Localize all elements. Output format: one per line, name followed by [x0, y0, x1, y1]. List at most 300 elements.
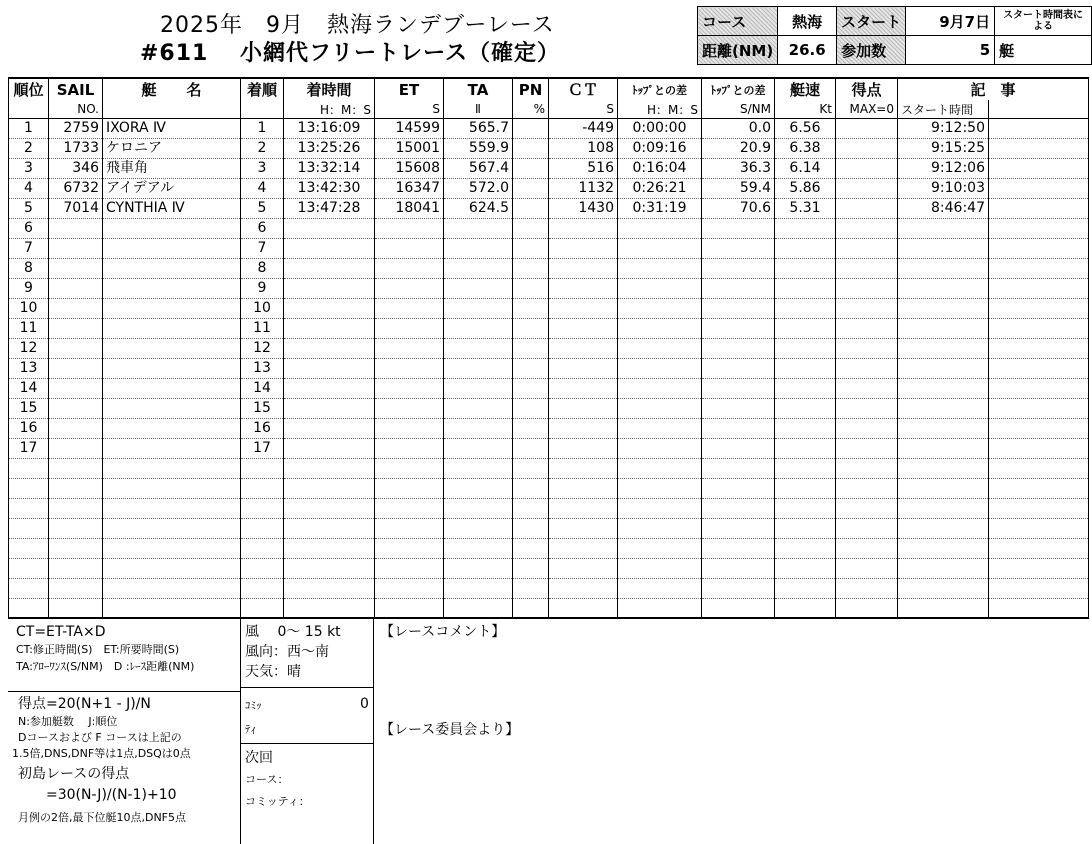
cell-extra: [989, 419, 1089, 439]
race-info-table: [697, 6, 1092, 65]
cell-speed: [775, 359, 836, 379]
cell-pn: [513, 539, 549, 559]
cell-et: [375, 479, 444, 499]
cell-diff-time: [618, 339, 702, 359]
cell-finish-order: 8: [241, 259, 284, 279]
cell-ct: [549, 339, 618, 359]
cell-ct: [549, 599, 618, 619]
cell-score: [836, 259, 898, 279]
cell-rank: [9, 459, 49, 479]
cell-sail-no: [49, 459, 103, 479]
col-sub-speed: Kt: [775, 100, 836, 119]
cell-boat-name: [103, 239, 241, 259]
cell-start-time: [898, 499, 989, 519]
col-header-score: 得点: [836, 78, 898, 100]
hatsushima-title: 初島レースの得点: [18, 766, 130, 782]
cell-boat-name: [103, 359, 241, 379]
cell-boat-name: アイデアル: [103, 179, 241, 199]
cell-score: [836, 499, 898, 519]
cell-sail-no: [49, 579, 103, 599]
cell-pn: [513, 519, 549, 539]
cell-extra: [989, 479, 1089, 499]
report-title-line2: #611 小網代フリートレース（確定）: [140, 41, 561, 66]
cell-diff-snm: [702, 319, 775, 339]
cell-pn: [513, 299, 549, 319]
cell-ct: [549, 259, 618, 279]
cell-start-time: [898, 459, 989, 479]
cell-rank: 17: [9, 439, 49, 459]
cell-score: [836, 299, 898, 319]
cell-start-time: 9:15:25: [898, 139, 989, 159]
cell-speed: [775, 459, 836, 479]
cell-diff-time: 0:31:19: [618, 199, 702, 219]
cell-start-time: [898, 539, 989, 559]
col-sub-start-time: スタート時間: [898, 100, 989, 119]
cell-start-time: [898, 439, 989, 459]
cell-score: [836, 399, 898, 419]
cell-ct: [549, 279, 618, 299]
cell-et: [375, 599, 444, 619]
cell-speed: 6.14: [775, 159, 836, 179]
cell-ct: [549, 579, 618, 599]
cell-finish-order: 10: [241, 299, 284, 319]
cell-score: [836, 579, 898, 599]
cell-pn: [513, 219, 549, 239]
subheader-row: [9, 100, 1089, 119]
results-body: [9, 119, 1089, 619]
cell-start-time: [898, 339, 989, 359]
cell-score: [836, 339, 898, 359]
cell-et: [375, 219, 444, 239]
cell-finish-order: [241, 479, 284, 499]
cell-ta: [444, 259, 513, 279]
cell-et: [375, 579, 444, 599]
cell-start-time: [898, 239, 989, 259]
cell-extra: [989, 259, 1089, 279]
cell-ta: 559.9: [444, 139, 513, 159]
cell-et: [375, 399, 444, 419]
cell-ta: [444, 279, 513, 299]
cell-start-time: 9:12:50: [898, 119, 989, 139]
cell-ta: [444, 379, 513, 399]
cell-ta: 567.4: [444, 159, 513, 179]
cell-finish-order: 12: [241, 339, 284, 359]
cell-rank: 7: [9, 239, 49, 259]
cell-ta: [444, 399, 513, 419]
col-sub-extra: [989, 100, 1089, 119]
cell-et: [375, 499, 444, 519]
committee-label-2: ﾃｨ: [245, 723, 256, 736]
cell-diff-snm: 70.6: [702, 199, 775, 219]
wind-direction: 風向：西～南: [245, 644, 329, 660]
cell-boat-name: [103, 519, 241, 539]
cell-pn: [513, 499, 549, 519]
cell-score: [836, 359, 898, 379]
cell-diff-time: 0:00:00: [618, 119, 702, 139]
cell-start-time: [898, 259, 989, 279]
cell-score: [836, 219, 898, 239]
cell-et: [375, 559, 444, 579]
table-row: [9, 259, 1089, 279]
cell-score: [836, 539, 898, 559]
col-header-ct: ＣＴ: [549, 78, 618, 100]
cell-finish-time: 13:25:26: [284, 139, 375, 159]
cell-finish-order: 7: [241, 239, 284, 259]
participants-unit: 艇: [995, 36, 1092, 65]
cell-ta: [444, 559, 513, 579]
cell-rank: [9, 539, 49, 559]
cell-speed: [775, 399, 836, 419]
cell-ta: [444, 239, 513, 259]
cell-boat-name: [103, 439, 241, 459]
cell-ta: [444, 579, 513, 599]
cell-extra: [989, 219, 1089, 239]
cell-diff-time: [618, 219, 702, 239]
header-row: [9, 78, 1089, 100]
cell-pn: [513, 139, 549, 159]
race-comment-heading: 【レースコメント】: [380, 624, 506, 640]
table-row: [9, 179, 1089, 199]
next-race-label: 次回: [245, 750, 273, 766]
col-sub-boat: [103, 100, 241, 119]
cell-sail-no: [49, 419, 103, 439]
cell-finish-order: [241, 599, 284, 619]
cell-et: [375, 359, 444, 379]
cell-start-time: [898, 279, 989, 299]
cell-pn: [513, 199, 549, 219]
cell-ta: 572.0: [444, 179, 513, 199]
cell-finish-time: [284, 479, 375, 499]
cell-diff-snm: [702, 419, 775, 439]
cell-diff-snm: 20.9: [702, 139, 775, 159]
table-row: [9, 599, 1089, 619]
cell-rank: 2: [9, 139, 49, 159]
cell-diff-time: 0:26:21: [618, 179, 702, 199]
cell-speed: [775, 539, 836, 559]
cell-sail-no: [49, 439, 103, 459]
table-row: [9, 119, 1089, 139]
cell-boat-name: [103, 559, 241, 579]
cell-finish-order: 14: [241, 379, 284, 399]
cell-ct: [549, 359, 618, 379]
table-row: [9, 359, 1089, 379]
col-header-et: ET: [375, 78, 444, 100]
cell-score: [836, 119, 898, 139]
cell-rank: 14: [9, 379, 49, 399]
cell-ta: [444, 599, 513, 619]
cell-finish-order: 16: [241, 419, 284, 439]
cell-diff-snm: [702, 519, 775, 539]
cell-ta: [444, 359, 513, 379]
cell-rank: 5: [9, 199, 49, 219]
cell-finish-time: 13:32:14: [284, 159, 375, 179]
cell-boat-name: [103, 319, 241, 339]
cell-boat-name: [103, 459, 241, 479]
cell-extra: [989, 559, 1089, 579]
col-header-diff-snm: ﾄｯﾌﾟとの差: [702, 78, 775, 100]
cell-finish-order: 9: [241, 279, 284, 299]
cell-rank: 10: [9, 299, 49, 319]
cell-score: [836, 379, 898, 399]
table-row: [9, 479, 1089, 499]
cell-finish-time: [284, 259, 375, 279]
cell-sail-no: 6732: [49, 179, 103, 199]
cell-diff-time: [618, 259, 702, 279]
score-note-3: 1.5倍,DNS,DNF等は1点,DSQは0点: [12, 747, 191, 760]
distance-value: 26.6: [778, 36, 837, 65]
cell-finish-time: [284, 399, 375, 419]
cell-pn: [513, 379, 549, 399]
cell-pn: [513, 359, 549, 379]
cell-finish-time: [284, 239, 375, 259]
cell-extra: [989, 239, 1089, 259]
cell-ct: [549, 399, 618, 419]
cell-speed: [775, 499, 836, 519]
cell-boat-name: 飛車角: [103, 159, 241, 179]
cell-ct: 516: [549, 159, 618, 179]
cell-speed: [775, 439, 836, 459]
ct-formula: CT=ET-TA×D: [16, 624, 106, 640]
cell-diff-time: [618, 559, 702, 579]
cell-finish-time: [284, 219, 375, 239]
cell-finish-order: [241, 459, 284, 479]
col-sub-score: MAX=0: [836, 100, 898, 119]
cell-pn: [513, 339, 549, 359]
cell-start-time: 8:46:47: [898, 199, 989, 219]
cell-et: [375, 379, 444, 399]
cell-ta: [444, 419, 513, 439]
col-header-boat: 艇 名: [103, 78, 241, 100]
cell-pn: [513, 459, 549, 479]
cell-extra: [989, 359, 1089, 379]
cell-et: 15608: [375, 159, 444, 179]
cell-et: [375, 459, 444, 479]
cell-diff-time: [618, 459, 702, 479]
cell-boat-name: [103, 279, 241, 299]
cell-diff-snm: 36.3: [702, 159, 775, 179]
cell-start-time: [898, 419, 989, 439]
cell-score: [836, 479, 898, 499]
score-note-2: Dコースおよび F コースは上記の: [18, 731, 182, 744]
cell-sail-no: [49, 319, 103, 339]
cell-ct: 1132: [549, 179, 618, 199]
cell-ta: [444, 539, 513, 559]
cell-extra: [989, 439, 1089, 459]
cell-finish-time: 13:47:28: [284, 199, 375, 219]
cell-score: [836, 159, 898, 179]
cell-speed: [775, 299, 836, 319]
cell-pn: [513, 179, 549, 199]
cell-diff-time: [618, 319, 702, 339]
cell-boat-name: [103, 539, 241, 559]
score-note-1: N:参加艇数 J:順位: [18, 715, 118, 728]
cell-score: [836, 439, 898, 459]
cell-et: [375, 259, 444, 279]
cell-ct: [549, 499, 618, 519]
table-row: [9, 199, 1089, 219]
cell-rank: 8: [9, 259, 49, 279]
cell-diff-snm: [702, 439, 775, 459]
cell-diff-time: [618, 299, 702, 319]
cell-speed: [775, 559, 836, 579]
cell-ta: [444, 219, 513, 239]
cell-boat-name: IXORA Ⅳ: [103, 119, 241, 139]
table-row: [9, 579, 1089, 599]
cell-ct: [549, 319, 618, 339]
cell-speed: [775, 599, 836, 619]
cell-diff-snm: [702, 219, 775, 239]
cell-start-time: [898, 599, 989, 619]
wind-speed: 風 0～ 15 kt: [245, 624, 341, 640]
cell-rank: 16: [9, 419, 49, 439]
cell-ct: [549, 379, 618, 399]
cell-start-time: [898, 519, 989, 539]
cell-ct: [549, 299, 618, 319]
cell-start-time: [898, 379, 989, 399]
table-row: [9, 399, 1089, 419]
cell-boat-name: [103, 499, 241, 519]
cell-rank: 12: [9, 339, 49, 359]
cell-boat-name: [103, 599, 241, 619]
cell-start-time: [898, 399, 989, 419]
cell-finish-order: 13: [241, 359, 284, 379]
participants-label: 参加数: [837, 36, 906, 65]
cell-ct: [549, 539, 618, 559]
cell-et: [375, 539, 444, 559]
cell-finish-order: [241, 579, 284, 599]
cell-finish-order: [241, 559, 284, 579]
cell-finish-order: 2: [241, 139, 284, 159]
cell-pn: [513, 239, 549, 259]
cell-pn: [513, 259, 549, 279]
cell-ta: [444, 499, 513, 519]
cell-finish-time: [284, 599, 375, 619]
table-row: [9, 239, 1089, 259]
cell-et: [375, 339, 444, 359]
cell-finish-time: [284, 359, 375, 379]
cell-ta: 565.7: [444, 119, 513, 139]
cell-diff-snm: [702, 299, 775, 319]
hatsushima-note: 月例の2倍,最下位艇10点,DNF5点: [18, 811, 187, 824]
col-sub-rank: [9, 100, 49, 119]
cell-sail-no: [49, 519, 103, 539]
cell-pn: [513, 279, 549, 299]
cell-diff-time: [618, 499, 702, 519]
col-header-ta: TA: [444, 78, 513, 100]
cell-boat-name: [103, 259, 241, 279]
table-row: [9, 559, 1089, 579]
cell-sail-no: [49, 279, 103, 299]
cell-start-time: [898, 219, 989, 239]
cell-ta: [444, 439, 513, 459]
cell-et: [375, 319, 444, 339]
cell-start-time: [898, 359, 989, 379]
cell-speed: 5.86: [775, 179, 836, 199]
cell-boat-name: [103, 219, 241, 239]
cell-diff-time: [618, 579, 702, 599]
ct-legend-1: CT:修正時間(S) ET:所要時間(S): [16, 643, 180, 656]
cell-diff-time: [618, 279, 702, 299]
cell-rank: [9, 519, 49, 539]
cell-sail-no: [49, 539, 103, 559]
cell-diff-snm: [702, 499, 775, 519]
col-header-sail: SAIL: [49, 78, 103, 100]
cell-finish-time: [284, 299, 375, 319]
cell-ct: [549, 439, 618, 459]
cell-rank: [9, 599, 49, 619]
cell-extra: [989, 319, 1089, 339]
hatsushima-formula: =30(N-J)/(N-1)+10: [46, 787, 177, 803]
cell-boat-name: [103, 379, 241, 399]
col-sub-sail: NO.: [49, 100, 103, 119]
cell-sail-no: [49, 239, 103, 259]
cell-score: [836, 179, 898, 199]
cell-et: [375, 239, 444, 259]
cell-rank: 1: [9, 119, 49, 139]
cell-speed: [775, 579, 836, 599]
cell-sail-no: 346: [49, 159, 103, 179]
cell-finish-time: [284, 379, 375, 399]
cell-pn: [513, 319, 549, 339]
cell-diff-snm: [702, 339, 775, 359]
distance-label: 距離(NM): [698, 36, 778, 65]
cell-rank: 6: [9, 219, 49, 239]
cell-ta: [444, 299, 513, 319]
cell-finish-time: [284, 319, 375, 339]
cell-boat-name: CYNTHIA Ⅳ: [103, 199, 241, 219]
cell-finish-time: [284, 419, 375, 439]
col-sub-et: S: [375, 100, 444, 119]
cell-diff-snm: 0.0: [702, 119, 775, 139]
cell-start-time: 9:12:06: [898, 159, 989, 179]
cell-et: [375, 279, 444, 299]
cell-finish-time: [284, 519, 375, 539]
cell-score: [836, 239, 898, 259]
cell-diff-snm: [702, 599, 775, 619]
cell-score: [836, 559, 898, 579]
cell-finish-time: [284, 499, 375, 519]
cell-speed: 6.38: [775, 139, 836, 159]
cell-diff-snm: [702, 259, 775, 279]
cell-diff-time: [618, 399, 702, 419]
cell-pn: [513, 399, 549, 419]
cell-ct: [549, 559, 618, 579]
cell-diff-time: [618, 419, 702, 439]
cell-pn: [513, 419, 549, 439]
cell-diff-snm: 59.4: [702, 179, 775, 199]
col-sub-diff-time: H：M：S: [618, 100, 702, 119]
col-sub-diff-snm: S/NM: [702, 100, 775, 119]
cell-finish-order: 1: [241, 119, 284, 139]
table-row: [9, 319, 1089, 339]
cell-finish-time: [284, 459, 375, 479]
cell-score: [836, 459, 898, 479]
cell-et: 14599: [375, 119, 444, 139]
col-sub-ct: S: [549, 100, 618, 119]
cell-extra: [989, 579, 1089, 599]
cell-ct: [549, 239, 618, 259]
cell-boat-name: [103, 419, 241, 439]
cell-et: [375, 439, 444, 459]
cell-diff-time: [618, 539, 702, 559]
cell-speed: [775, 219, 836, 239]
cell-extra: [989, 399, 1089, 419]
cell-diff-snm: [702, 479, 775, 499]
cell-score: [836, 419, 898, 439]
cell-start-time: [898, 319, 989, 339]
cell-pn: [513, 159, 549, 179]
cell-finish-time: [284, 579, 375, 599]
